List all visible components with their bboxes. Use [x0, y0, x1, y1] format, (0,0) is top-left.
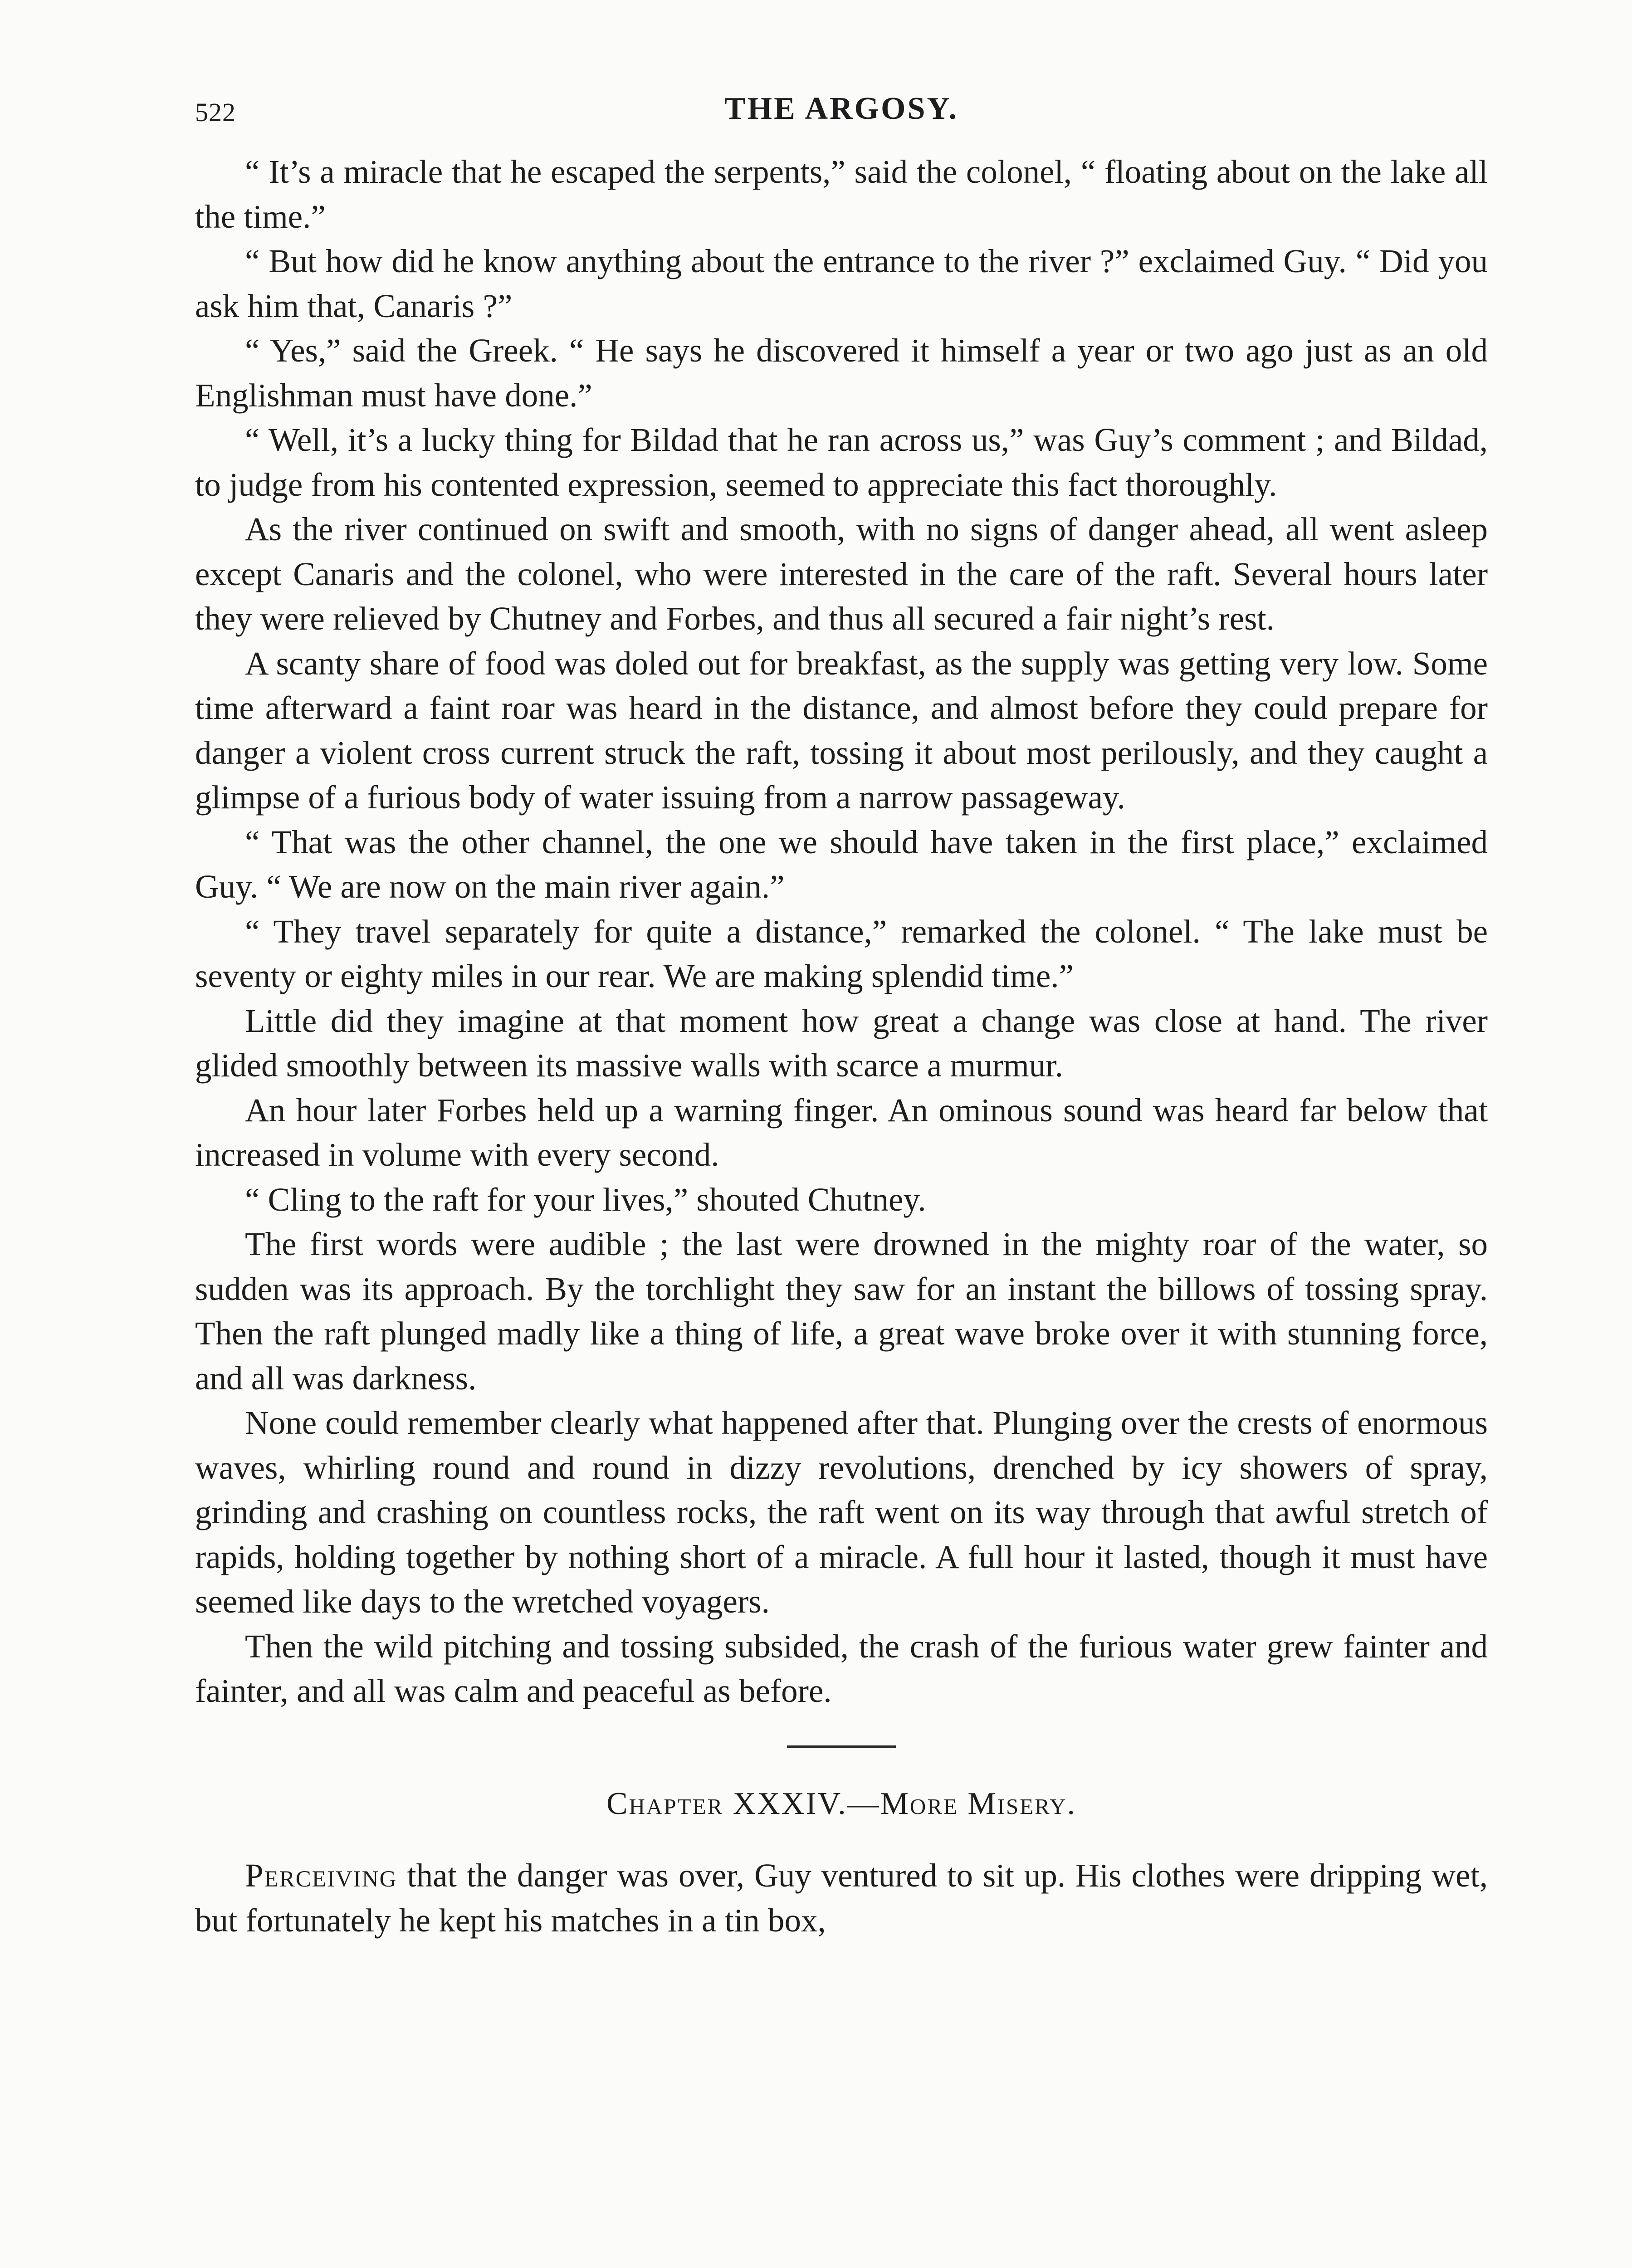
page-header	[195, 91, 1488, 132]
paragraph: “ But how did he know anything about the entrance to the river ?” exclaimed Guy. “ Did you ask him that, Canaris ?”	[195, 243, 1488, 324]
page-number: 522	[195, 98, 236, 127]
paragraph: An hour later Forbes held up a warning finger. An ominous sound was heard far below that increased in volume with every second.	[195, 1091, 1488, 1173]
paragraph: “ Yes,” said the Greek. “ He says he discovered it himself a year or two ago just as an old Englishman must have done.”	[195, 332, 1488, 414]
paragraph: A scanty share of food was doled out for breakfast, as the supply was getting very low. Some time afterward a faint roar was heard in the distance, and almost before they could prepare for danger a violent cross current struck the raft, tossing it about most perilously, and they caught a glimpse of a furious body of water issuing from a narrow passageway.	[195, 645, 1488, 816]
paragraph: “ It’s a miracle that he escaped the serpents,” said the colonel, “ floating about on the lake all the time.”	[195, 153, 1488, 235]
section-divider	[787, 1745, 896, 1748]
chapter-title: Chapter XXXIV.—More Misery.	[606, 1786, 1077, 1821]
chapter-lead-word: Perceiving	[245, 1857, 397, 1894]
chapter-heading	[195, 1782, 1488, 1827]
paragraph: The first words were audible ; the last were drowned in the mighty roar of the water, so sudden was its approach. By the torchlight they saw for an instant the billows of tossing spray. Then the raft plunged madly like a thing of life, a great wave broke over it with stunning force, and all was darkness.	[195, 1226, 1488, 1397]
paragraph: “ Well, it’s a lucky thing for Bildad that he ran across us,” was Guy’s comment ; and Bildad, to judge from his contented expression, seemed to appreciate this fact thoroughly.	[195, 421, 1488, 503]
paragraph: “ They travel separately for quite a distance,” remarked the colonel. “ The lake must be seventy or eighty miles in our rear. We are making splendid time.”	[195, 913, 1488, 994]
paragraph: “ That was the other channel, the one we should have taken in the first place,” exclaimed Guy. “ We are now on the main river again.”	[195, 823, 1488, 905]
paragraph: “ Cling to the raft for your lives,” shouted Chutney.	[245, 1181, 926, 1218]
paragraph: As the river continued on swift and smooth, with no signs of danger ahead, all went asleep except Canaris and the colonel, who were interested in the care of the raft. Several hours later they were relieved by Chutney and Forbes, and thus all secured a fair night’s rest.	[195, 511, 1488, 637]
chapter-opening-paragraph	[195, 1853, 1488, 1943]
paragraph: None could remember clearly what happened after that. Plunging over the crests of enormous waves, whirling round and round in dizzy revolutions, drenched by icy showers of spray, grinding and crashing on countless rocks, the raft went on its way through that awful stretch of rapids, holding together by nothing short of a miracle. A full hour it lasted, though it must have seemed like days to the wretched voyagers.	[195, 1404, 1488, 1620]
chapter-opening-text: that the danger was over, Guy ventured to sit up. His clothes were dripping wet, but fortunately he kept his matches in a tin box,	[195, 1857, 1488, 1939]
paragraph: Then the wild pitching and tossing subsided, the crash of the furious water grew fainter and fainter, and all was calm and peaceful as before.	[195, 1628, 1488, 1709]
article-body	[195, 150, 1488, 1943]
running-head: THE ARGOSY.	[724, 91, 959, 126]
paragraph: Little did they imagine at that moment how great a change was close at hand. The river glided smoothly between its massive walls with scarce a murmur.	[195, 1002, 1488, 1084]
